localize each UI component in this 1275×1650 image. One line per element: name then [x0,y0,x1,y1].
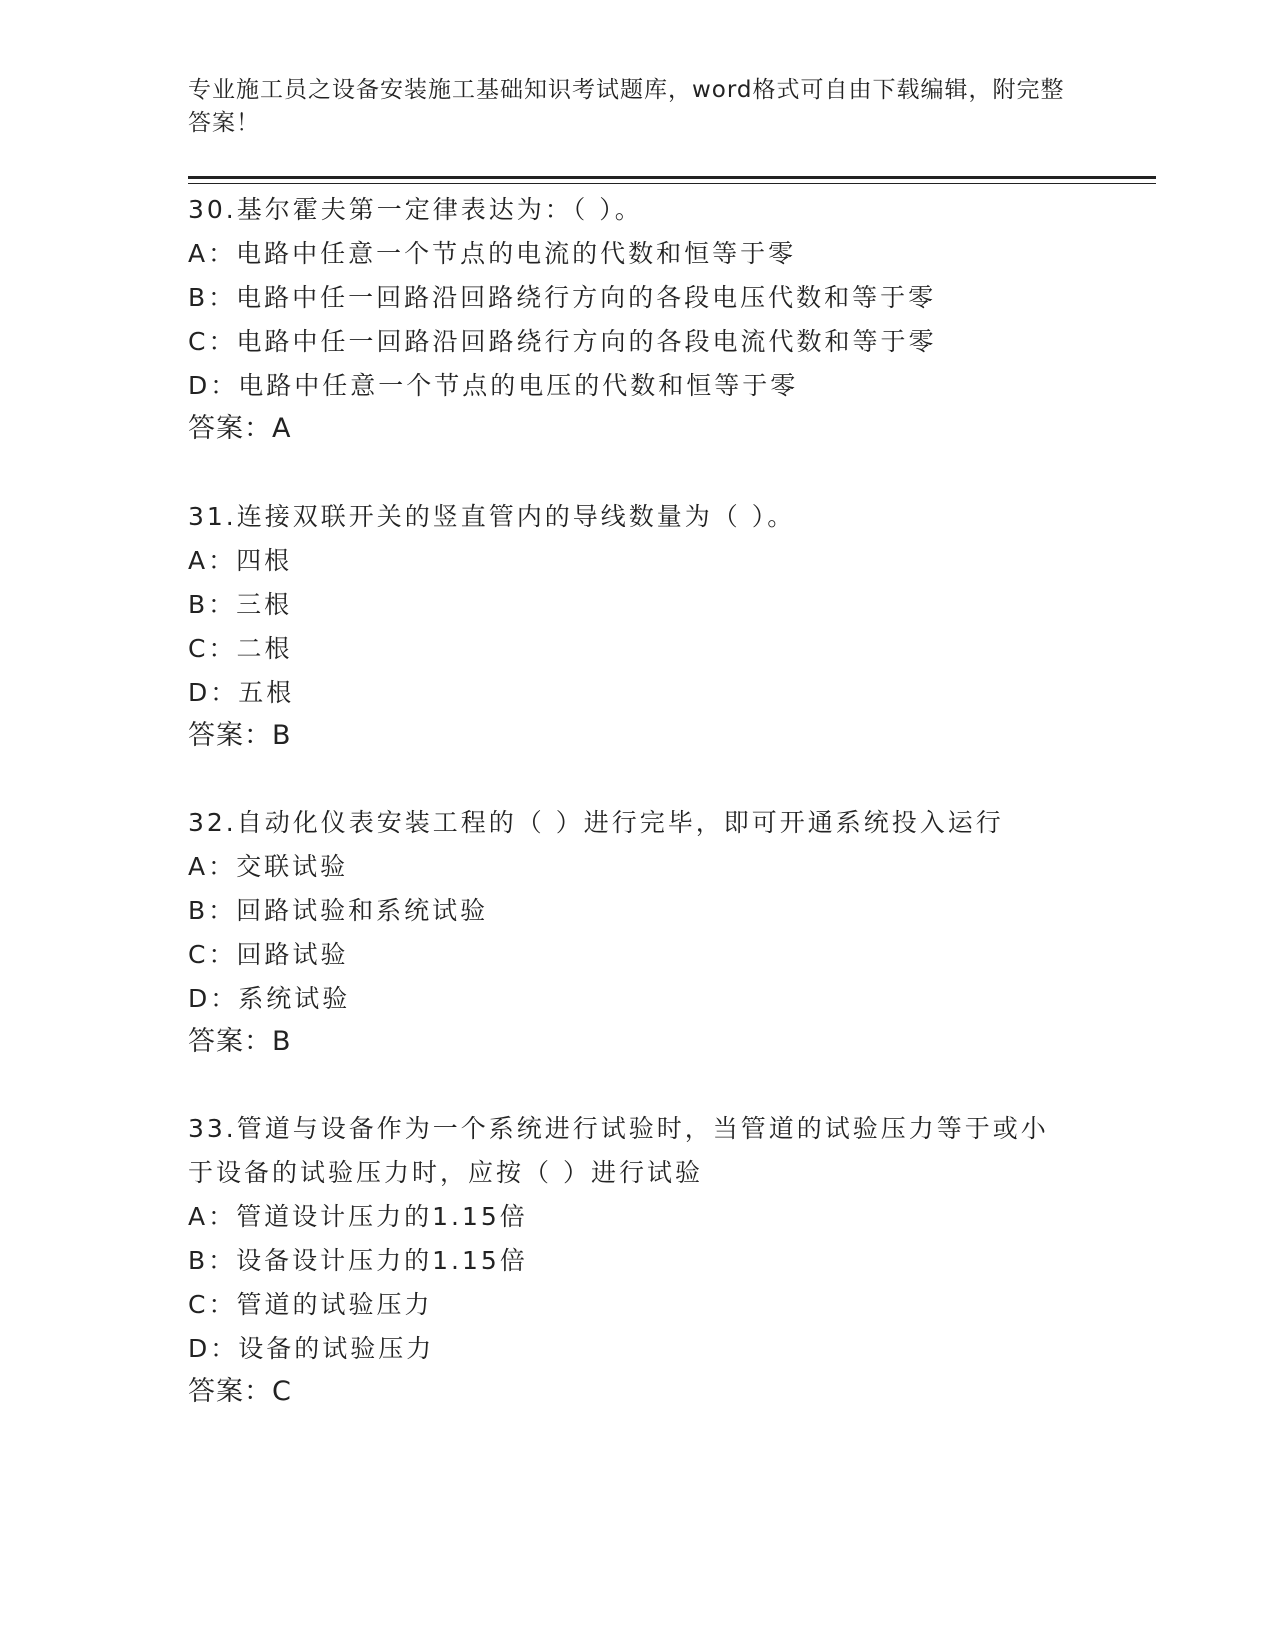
document-header: 专业施工员之设备安装施工基础知识考试题库，word格式可自由下载编辑，附完整答案！ [188,77,1065,136]
question-31-option-d: D：五根 [188,678,295,707]
question-33-stem-line-2: 于设备的试验压力时，应按（ ）进行试验 [188,1158,703,1187]
question-30-stem: 30.基尔霍夫第一定律表达为：（ ）。 [188,195,643,224]
question-33-option-c: C：管道的试验压力 [188,1290,433,1319]
header-divider [188,176,1156,179]
question-31-stem: 31.连接双联开关的竖直管内的导线数量为（ ）。 [188,502,796,531]
question-30-answer: 答案：A [188,413,292,444]
question-30-option-c: C：电路中任一回路沿回路绕行方向的各段电流代数和等于零 [188,327,937,356]
question-33-option-d: D：设备的试验压力 [188,1334,435,1363]
question-32-option-b: B：回路试验和系统试验 [188,896,489,925]
question-30-option-a: A：电路中任意一个节点的电流的代数和恒等于零 [188,239,797,268]
question-33-option-a: A：管道设计压力的1.15倍 [188,1202,528,1231]
question-33-option-b: B：设备设计压力的1.15倍 [188,1246,528,1275]
header-divider-thin [188,183,1156,184]
question-30-option-d: D：电路中任意一个节点的电压的代数和恒等于零 [188,371,799,400]
question-33-answer: 答案：C [188,1376,292,1407]
question-33-stem-line-1: 33.管道与设备作为一个系统进行试验时，当管道的试验压力等于或小 [188,1114,1049,1143]
question-31-option-b: B：三根 [188,590,293,619]
question-32-stem: 32.自动化仪表安装工程的（ ）进行完毕，即可开通系统投入运行 [188,808,1004,837]
question-32-option-a: A：交联试验 [188,852,349,881]
question-31-option-c: C：二根 [188,634,293,663]
question-32-option-d: D：系统试验 [188,984,351,1013]
question-31-answer: 答案：B [188,720,292,751]
question-32-answer: 答案：B [188,1026,292,1057]
question-31-option-a: A：四根 [188,546,293,575]
question-32-option-c: C：回路试验 [188,940,349,969]
question-30-option-b: B：电路中任一回路沿回路绕行方向的各段电压代数和等于零 [188,283,937,312]
